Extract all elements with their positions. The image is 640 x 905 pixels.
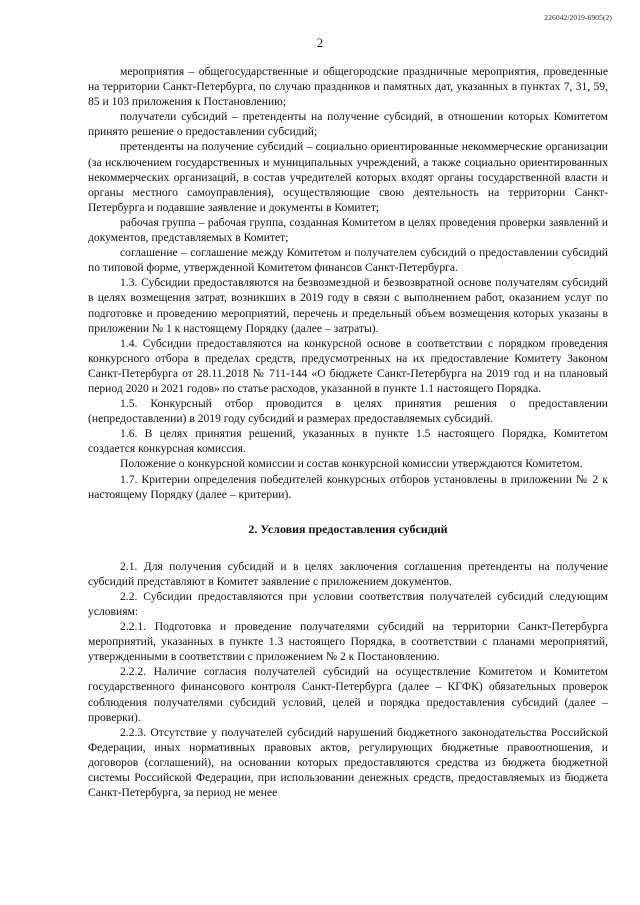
paragraph: 2.2.1. Подготовка и проведение получателями субсидий на территории Санкт-Петербурга мероприятий, указанных в пункте 1.3 настоящего Порядка, в соответствии с планами мероприятий, утвержденными в соответствии с приложением № 2 к Постановлению. (88, 620, 608, 664)
paragraph: претенденты на получение субсидий – социально ориентированные некоммерческие организации (за исключением государственных и муниципальных учреждений, а также социально ориентированных некоммерческих организаций, в состав учредителей которых входят органы государственной власти и органы местного самоуправления), осуществляющие свою деятельность на территории Санкт-Петербурга и подавшие заявление и документы в Комитет; (88, 140, 608, 214)
paragraph: Положение о конкурсной комиссии и состав конкурсной комиссии утверждаются Комитетом. (120, 457, 583, 471)
paragraph: 1.6. В целях принятия решений, указанных в пункте 1.5 настоящего Порядка, Комитетом создается конкурсная комиссия. (88, 427, 608, 456)
paragraph: мероприятия – общегосударственные и общегородские праздничные мероприятия, проведенные на территории Санкт-Петербурга, по случаю праздников и памятных дат, указанных в пунктах 7, 31, 59, 85 и 103 приложения к Постановлению; (88, 65, 608, 109)
paragraph: 1.7. Критерии определения победителей конкурсных отборов установлены в приложении № 2 к настоящему Порядку (далее – критерии). (88, 472, 608, 501)
paragraph: 1.4. Субсидии предоставляются на конкурсной основе в соответствии с порядком проведения конкурсного отбора в пределах средств, предусмотренных на их предоставление Комитету Законом Санкт-Петербурга от 28.11.2018 № 711-144 «О бюджете Санкт-Петербурга на 2019 год и на плановый период 2020 и 2021 годов» по статье расходов, указанной в пункте 1.1 настоящего Порядка. (88, 336, 608, 395)
paragraph: получатели субсидий – претенденты на получение субсидий, в отношении которых Комитетом принято решение о предоставлении субсидий; (88, 110, 608, 139)
paragraph: 1.3. Субсидии предоставляются на безвозмездной и безвозвратной основе получателям субсидий в целях возмещения затрат, возникших в 2019 году в связи с выполнением работ, оказанием услуг по подготовке и проведению мероприятий, перечень и предельный объем возмещения которых указаны в приложении № 1 к настоящему Порядку (далее – затраты). (88, 276, 608, 335)
paragraph: 2.2.2. Наличие согласия получателей субсидий на осуществление Комитетом и Комитетом государственного финансового контроля Санкт-Петербурга (далее – КГФК) обязательных проверок соблюдения получателями субсидий условий, целей и порядка предоставления субсидий (далее – проверки). (88, 665, 608, 724)
paragraph: 2.2.3. Отсутствие у получателей субсидий нарушений бюджетного законодательства Российской Федерации, иных нормативных правовых актов, регулирующих бюджетные правоотношения, и договоров (соглашений), на основании которых предоставляются средства из бюджета бюджетной системы Российской Федерации, при использовании денежных средств, предоставляемых из бюджета Санкт-Петербурга, за период не менее (88, 725, 608, 800)
page-number: 2 (316, 36, 324, 50)
document-body (88, 64, 608, 800)
paragraph: 1.5. Конкурсный отбор проводится в целях принятия решения о предоставлении (непредоставлении) в 2019 году субсидий и размерах предоставляемых субсидий. (88, 397, 608, 426)
paragraph: рабочая группа – рабочая группа, созданная Комитетом в целях проведения проверки заявлений и документов, представляемых в Комитет; (88, 215, 608, 245)
paragraph: 2.1. Для получения субсидий и в целях заключения соглашения претенденты на получение субсидий представляют в Комитет заявление с приложением документов. (88, 559, 608, 588)
document-id: 226042/2019-6905(2) (544, 13, 612, 22)
paragraph: соглашение – соглашение между Комитетом и получателем субсидий о предоставлении субсидий по типовой форме, утвержденной Комитетом финансов Санкт-Петербурга. (88, 246, 608, 275)
section-heading: 2. Условия предоставления субсидий (248, 521, 448, 536)
paragraph: 2.2. Субсидии предоставляются при условии соответствия получателей субсидий следующим условиям: (88, 589, 608, 618)
